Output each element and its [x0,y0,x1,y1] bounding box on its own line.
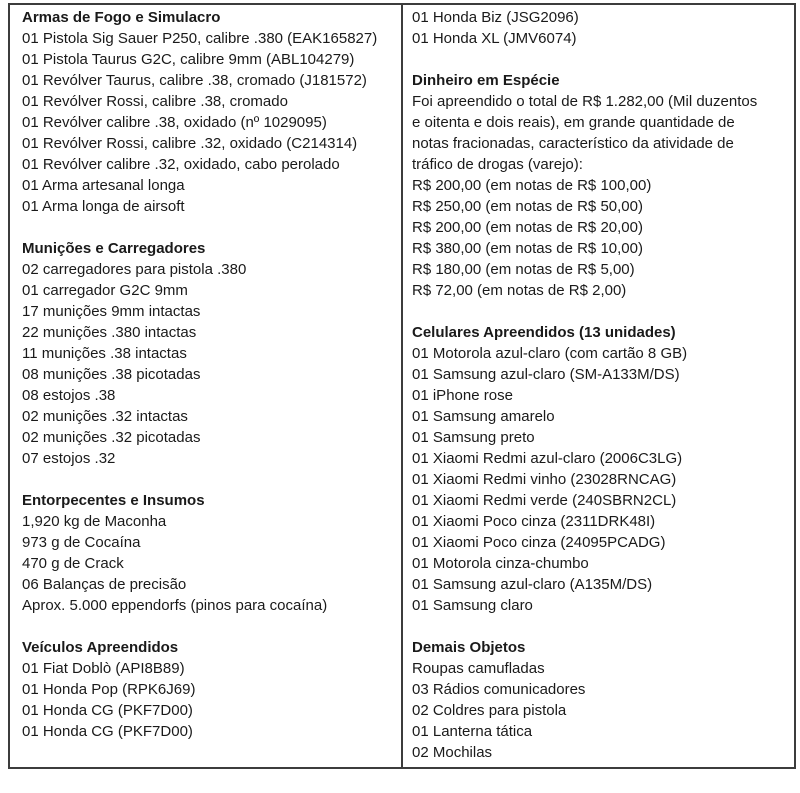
list-item: 01 Revólver Taurus, calibre .38, cromado (J181572) [22,72,367,89]
blank-line [22,616,397,637]
list-item: 01 Motorola cinza-chumbo [412,555,589,572]
list-item: 01 Lanterna tática [412,723,533,740]
list-item: Foi apreendido o total de R$ 1.282,00 (Mil duzentos [412,93,758,110]
section-heading: Celulares Apreendidos (13 unidades) [412,324,676,341]
list-item: 01 Revólver calibre .32, oxidado, cabo perolado [22,156,340,173]
blank-line [412,301,790,322]
list-item: 01 Honda CG (PKF7D00) [22,702,193,719]
blank-line [22,217,397,238]
list-item: 17 munições 9mm intactas [22,303,201,320]
list-item: 02 munições .32 picotadas [22,429,201,446]
seizure-inventory-table [8,3,796,769]
section-heading: Entorpecentes e Insumos [22,492,205,509]
list-item: 01 Revólver Rossi, calibre .32, oxidado (C214314) [22,135,358,152]
list-item: 01 Honda Pop (RPK6J69) [22,681,196,698]
list-item: 01 Xiaomi Redmi verde (240SBRN2CL) [412,492,677,509]
list-item: 01 Honda CG (PKF7D00) [22,723,193,740]
list-item: 01 Arma artesanal longa [22,177,185,194]
section-heading: Demais Objetos [412,639,526,656]
blank-line [22,469,397,490]
list-item: notas fracionadas, característico da atividade de [412,135,734,152]
table-cell-left [10,5,403,767]
list-item: 01 Samsung preto [412,429,535,446]
list-item: 01 Revólver Rossi, calibre .38, cromado [22,93,288,110]
blank-line [412,49,790,70]
list-item: 01 Samsung azul-claro (A135M/DS) [412,576,653,593]
list-item: 01 Motorola azul-claro (com cartão 8 GB) [412,345,688,362]
list-item: 01 Xiaomi Poco cinza (24095PCADG) [412,534,666,551]
list-item: 03 Rádios comunicadores [412,681,586,698]
list-item: R$ 72,00 (em notas de R$ 2,00) [412,282,627,299]
section-heading: Veículos Apreendidos [22,639,179,656]
list-item: 01 Xiaomi Redmi vinho (23028RNCAG) [412,471,677,488]
list-item: 11 munições .38 intactas [22,345,187,362]
list-item: R$ 200,00 (em notas de R$ 20,00) [412,219,643,236]
list-item: 01 Samsung amarelo [412,408,555,425]
list-item: 973 g de Cocaína [22,534,141,551]
list-item: tráfico de drogas (varejo): [412,156,583,173]
list-item: 1,920 kg de Maconha [22,513,167,530]
list-item: 02 carregadores para pistola .380 [22,261,247,278]
list-item: 01 Pistola Sig Sauer P250, calibre .380 (EAK165827) [22,30,378,47]
list-item: R$ 180,00 (em notas de R$ 5,00) [412,261,635,278]
list-item: 01 iPhone rose [412,387,513,404]
section-heading: Dinheiro em Espécie [412,72,560,89]
list-item: 01 Xiaomi Poco cinza (2311DRK48I) [412,513,656,530]
list-item: 01 Honda XL (JMV6074) [412,30,577,47]
list-item: 01 Honda Biz (JSG2096) [412,9,579,26]
list-item: 07 estojos .32 [22,450,116,467]
table-cell-right [403,5,794,767]
list-item: 01 Samsung azul-claro (SM-A133M/DS) [412,366,680,383]
list-item: 02 munições .32 intactas [22,408,188,425]
list-item: 08 estojos .38 [22,387,116,404]
list-item: 02 Mochilas [412,744,493,761]
list-item: 22 munições .380 intactas [22,324,197,341]
list-item: 01 Pistola Taurus G2C, calibre 9mm (ABL104279) [22,51,355,68]
list-item: Aprox. 5.000 eppendorfs (pinos para cocaína) [22,597,328,614]
list-item: 470 g de Crack [22,555,124,572]
list-item: R$ 250,00 (em notas de R$ 50,00) [412,198,643,215]
list-item: 02 Coldres para pistola [412,702,567,719]
list-item: 08 munições .38 picotadas [22,366,201,383]
section-heading: Armas de Fogo e Simulacro [22,9,221,26]
list-item: 01 Fiat Doblò (API8B89) [22,660,185,677]
list-item: R$ 380,00 (em notas de R$ 10,00) [412,240,643,257]
list-item: 06 Balanças de precisão [22,576,187,593]
list-item: 01 carregador G2C 9mm [22,282,188,299]
list-item: Roupas camufladas [412,660,545,677]
list-item: 01 Revólver calibre .38, oxidado (nº 1029095) [22,114,327,131]
list-item: 01 Arma longa de airsoft [22,198,185,215]
list-item: R$ 200,00 (em notas de R$ 100,00) [412,177,652,194]
list-item: e oitenta e dois reais), em grande quantidade de [412,114,735,131]
list-item: 01 Samsung claro [412,597,533,614]
list-item: 01 Xiaomi Redmi azul-claro (2006C3LG) [412,450,683,467]
section-heading: Munições e Carregadores [22,240,206,257]
blank-line [412,616,790,637]
